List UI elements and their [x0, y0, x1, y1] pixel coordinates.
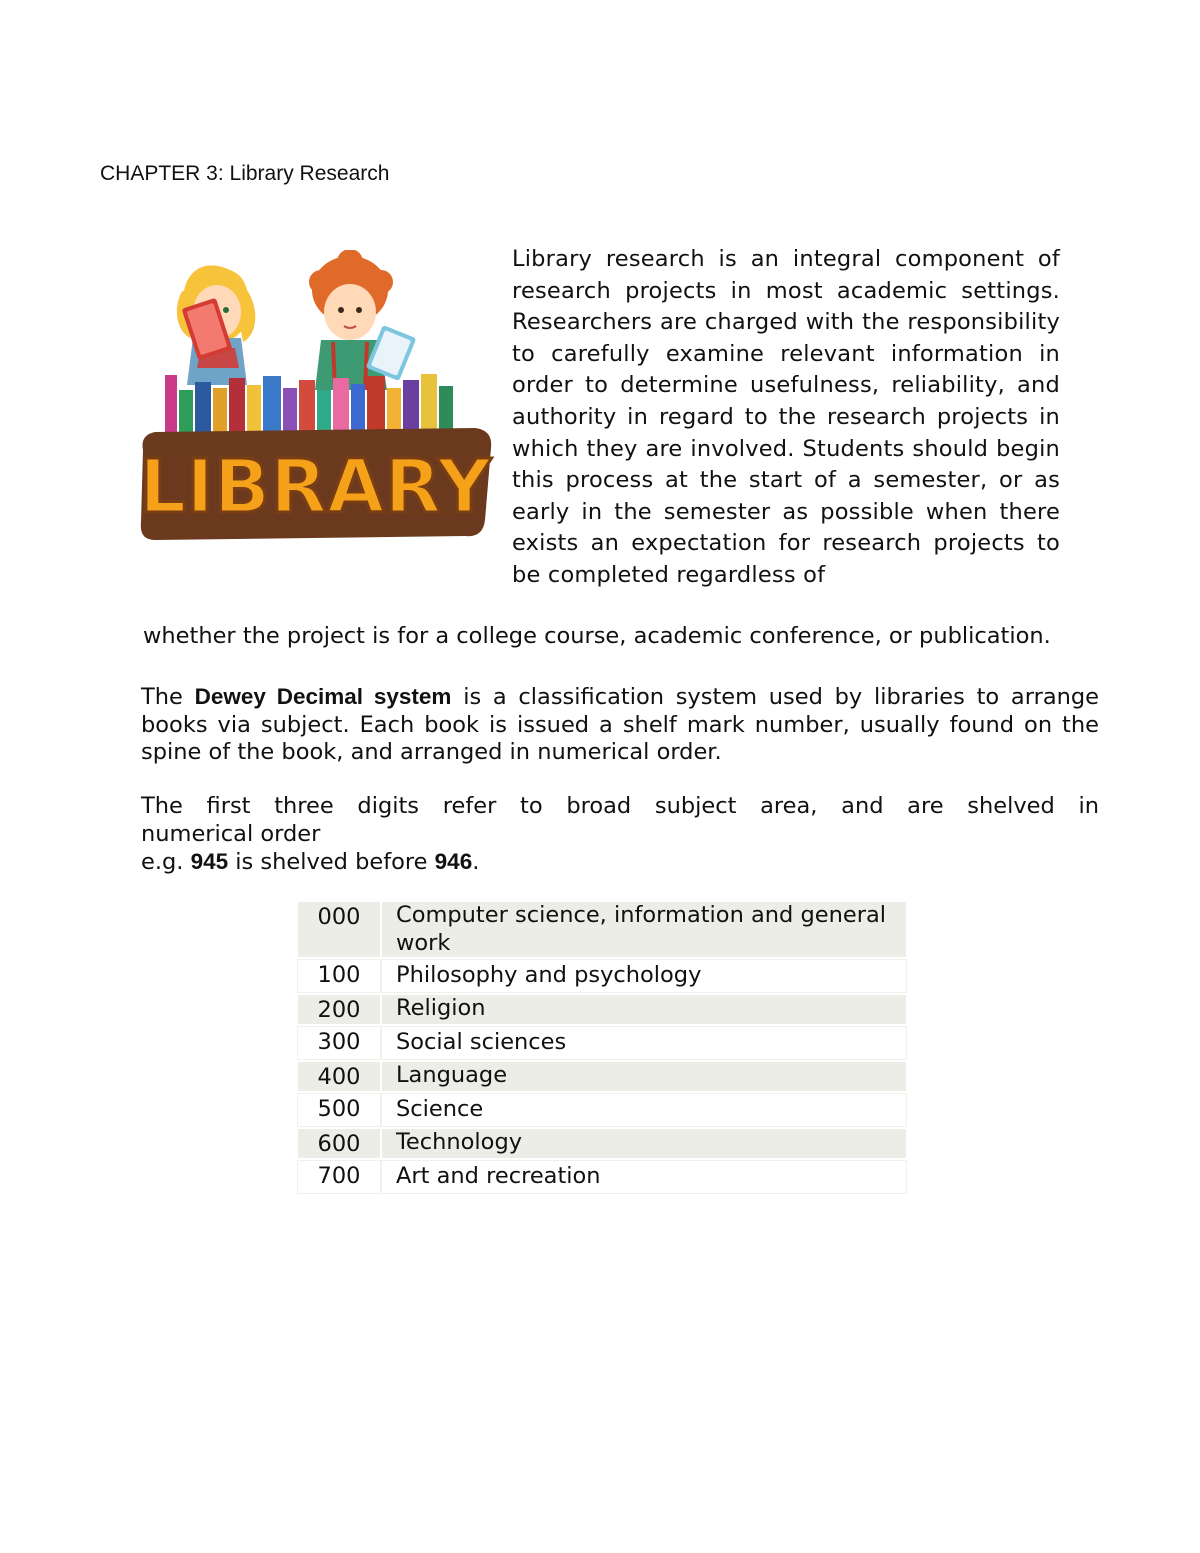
class-label: Technology: [382, 1129, 906, 1159]
library-illustration: [135, 250, 495, 540]
library-word-art: [139, 428, 492, 540]
digits-line-2: numerical order: [141, 820, 321, 847]
class-label: Art and recreation: [382, 1161, 906, 1193]
class-label: Computer science, information and general work: [382, 902, 906, 957]
table-row: [298, 1062, 906, 1092]
class-code: 300: [298, 1027, 380, 1059]
example-number-b: 946: [434, 849, 473, 874]
intro-paragraph-continuation: whether the project is for a college course, academic conference, or publication.: [143, 623, 1051, 649]
girl-reading-figure: [177, 265, 255, 385]
svg-text:LIBRARY: LIBRARY: [139, 444, 491, 530]
class-code: 100: [298, 960, 380, 992]
class-code: 600: [298, 1129, 380, 1159]
example-suffix: .: [472, 849, 480, 875]
chapter-heading: CHAPTER 3: Library Research: [100, 162, 390, 185]
class-code: 500: [298, 1094, 380, 1126]
class-code: 200: [298, 995, 380, 1025]
dewey-description: is a classification system used by libraries to arrange books via subject. Each book is issued a shelf mark number, usually found on the spine of the book, and arranged in numerical order.: [141, 684, 1100, 765]
table-row: [298, 1161, 906, 1193]
class-label: Philosophy and psychology: [382, 960, 906, 992]
class-code: 700: [298, 1161, 380, 1193]
table-row: [298, 1094, 906, 1126]
class-label: Language: [382, 1062, 906, 1092]
class-label: Social sciences: [382, 1027, 906, 1059]
digits-line-1: The first three digits refer to broad subject area, and are shelved in: [141, 793, 1099, 819]
table-row: [298, 1027, 906, 1059]
boy-reading-figure: [309, 250, 416, 390]
digits-paragraph: [141, 793, 1099, 877]
dewey-prefix: The: [141, 684, 183, 710]
table-row: [298, 902, 906, 957]
class-code: 000: [298, 902, 380, 957]
table-row: [298, 995, 906, 1025]
class-label: Religion: [382, 995, 906, 1025]
intro-paragraph: Library research is an integral component of research projects in most academic settings. Researchers are charged with the responsibility to carefully examine relevant information in order to determine usefulness, reliability, and authority in regard to the research projects in which they are involved. Students should begin this process at the start of a semester, or as early in the semester as possible when there exists an expectation for research projects to be completed regardless of: [512, 246, 1060, 588]
table-row: [298, 960, 906, 992]
dewey-classes-table: [296, 899, 908, 1196]
class-code: 400: [298, 1062, 380, 1092]
table-row: [298, 1129, 906, 1159]
example-middle: is shelved before: [235, 849, 428, 875]
example-prefix: e.g.: [141, 849, 184, 875]
class-label: Science: [382, 1094, 906, 1126]
example-number-a: 945: [190, 849, 229, 874]
dewey-paragraph: [141, 683, 1099, 767]
dewey-term: Dewey Decimal system: [194, 684, 452, 709]
